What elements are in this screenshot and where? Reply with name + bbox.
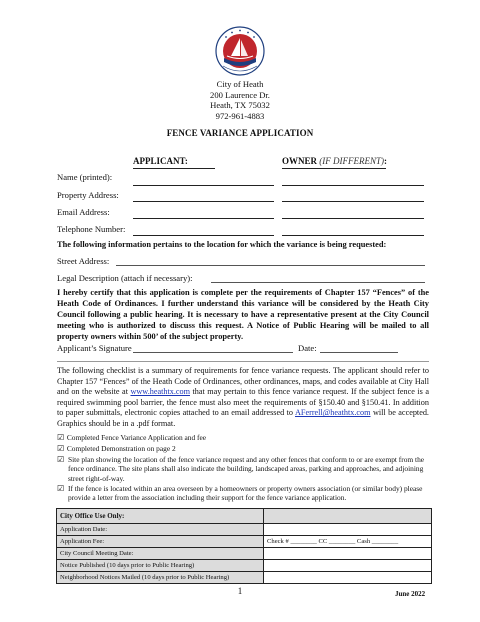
summary-text-3: will be accepted. Graphics should be in a .pdf format. [57,408,429,428]
table-cell-label: City Council Meeting Date: [57,548,264,560]
applicant-telephone-field[interactable] [133,235,274,236]
applicant-property-address-field[interactable] [133,201,274,202]
email-link[interactable]: AFerrell@heathtx.com [295,408,371,418]
table-cell-value[interactable] [264,572,432,584]
org-city: Heath, TX 75032 [210,100,270,110]
street-address-label: Street Address: [57,256,110,266]
checklist-item [57,433,437,442]
checklist-item-text: Completed Fence Variance Application and fee [66,433,207,442]
table-row [57,536,432,548]
applicant-heading: APPLICANT: [133,156,188,166]
city-seal-logo [215,26,265,76]
email-label: Email Address: [57,207,110,217]
office-use-header-blank [264,509,432,524]
applicant-underline [133,168,215,169]
signature-date-field[interactable] [320,352,398,353]
revision-date: June 2022 [395,590,426,598]
checkbox-icon[interactable]: ☑ [57,455,65,464]
street-address-field[interactable] [116,265,425,266]
checklist-item [57,484,437,503]
table-cell-label: Neighborhood Notices Mailed (10 days prior to Public Hearing) [57,572,264,584]
checklist-item-text: Site plan showing the location of the fence variance request and any other fences that conform to or are exempt from the fence ordinance. The site plans shall also indicate the building, landscaped areas, parking and approaches, and adjoining street right-of-way. [68,455,425,483]
org-phone: 972-961-4883 [215,110,265,121]
checklist-item [57,444,437,453]
section-divider [57,361,429,362]
table-cell-label: Application Date: [57,524,264,536]
name-label: Name (printed): [57,172,113,182]
location-heading: The following information pertains to the location for which the variance is being requested: [57,240,387,249]
owner-heading-note: (IF DIFFERENT) [319,156,384,166]
org-name: City of Heath [216,79,264,89]
office-use-heading: City Office Use Only: [57,509,264,524]
table-cell-label: Notice Published (10 days prior to Public Hearing) [57,560,264,572]
owner-name-field[interactable] [282,185,424,186]
applicant-email-field[interactable] [133,218,274,219]
table-row [57,548,432,560]
applicant-name-field[interactable] [133,185,274,186]
owner-property-address-field[interactable] [282,201,424,202]
table-row [57,524,432,536]
table-cell-label: Application Fee: [57,536,264,548]
property-address-label: Property Address: [57,190,119,200]
owner-heading [282,156,387,166]
owner-heading-colon: : [384,156,387,166]
checklist-item-text: Completed Demonstration on page 2 [66,444,176,453]
date-label: Date: [298,343,317,353]
telephone-label: Telephone Number: [57,224,126,234]
signature-field[interactable] [133,352,293,353]
certification-paragraph: I hereby certify that this application is complete per the requirements of Chapter 157 “Fences” of the Heath Code of Ordinances. I further understand this variance will be considered by the Heath City Council following a public hearing. It is necessary to have a representative present at the City Council meeting who is authorized to discuss this request. A Notice of Public Hearing will be mailed to all property owners within 500’ of the subject property. [57,288,429,341]
checklist-item [57,455,437,483]
owner-heading-label: OWNER [282,156,318,166]
table-row [57,560,432,572]
office-use-header-row [57,509,432,524]
page-title: FENCE VARIANCE APPLICATION [166,128,314,138]
table-cell-value[interactable] [264,524,432,536]
owner-email-field[interactable] [282,218,424,219]
signature-label: Applicant’s Signature [57,343,132,353]
checklist-item-text: If the fence is located within an area overseen by a homeowners or property owners association (or similar body) please provide a letter from the association including their support for the fence variance application. [68,484,423,503]
table-row [57,572,432,584]
table-cell-value[interactable] [264,560,432,572]
owner-underline [282,168,386,169]
office-use-table [56,508,432,584]
website-link[interactable]: www.heathtx.com [130,387,190,397]
owner-telephone-field[interactable] [282,235,424,236]
checkbox-icon[interactable]: ☑ [57,484,65,493]
org-street: 200 Laurence Dr. [210,89,270,100]
table-cell-value[interactable] [264,548,432,560]
summary-paragraph [57,366,429,430]
table-cell-value[interactable]: Check # ________ CC ________ Cash ________ [264,536,432,548]
legal-description-label: Legal Description (attach if necessary): [57,273,193,283]
legal-description-field[interactable] [211,282,425,283]
checkbox-icon[interactable]: ☑ [57,444,65,453]
summary-text-2: that may pertain to this fence variance request. If the subject fence is a required swimming pool barrier, the fence must also meet the requirements of §150.40 and §150.41. In addition to paper submittals, electronic copies attached to an email addressed to [57,387,430,418]
checkbox-icon[interactable]: ☑ [57,433,65,442]
page-number: 1 [237,586,243,596]
summary-text-1: The following checklist is a summary of requirements for fence variance requests. The applicant should refer to Chapter 157 “Fences” of the Heath Code of Ordinances, other ordinances, maps, and codes available at City Hall and on the website at [57,366,429,397]
